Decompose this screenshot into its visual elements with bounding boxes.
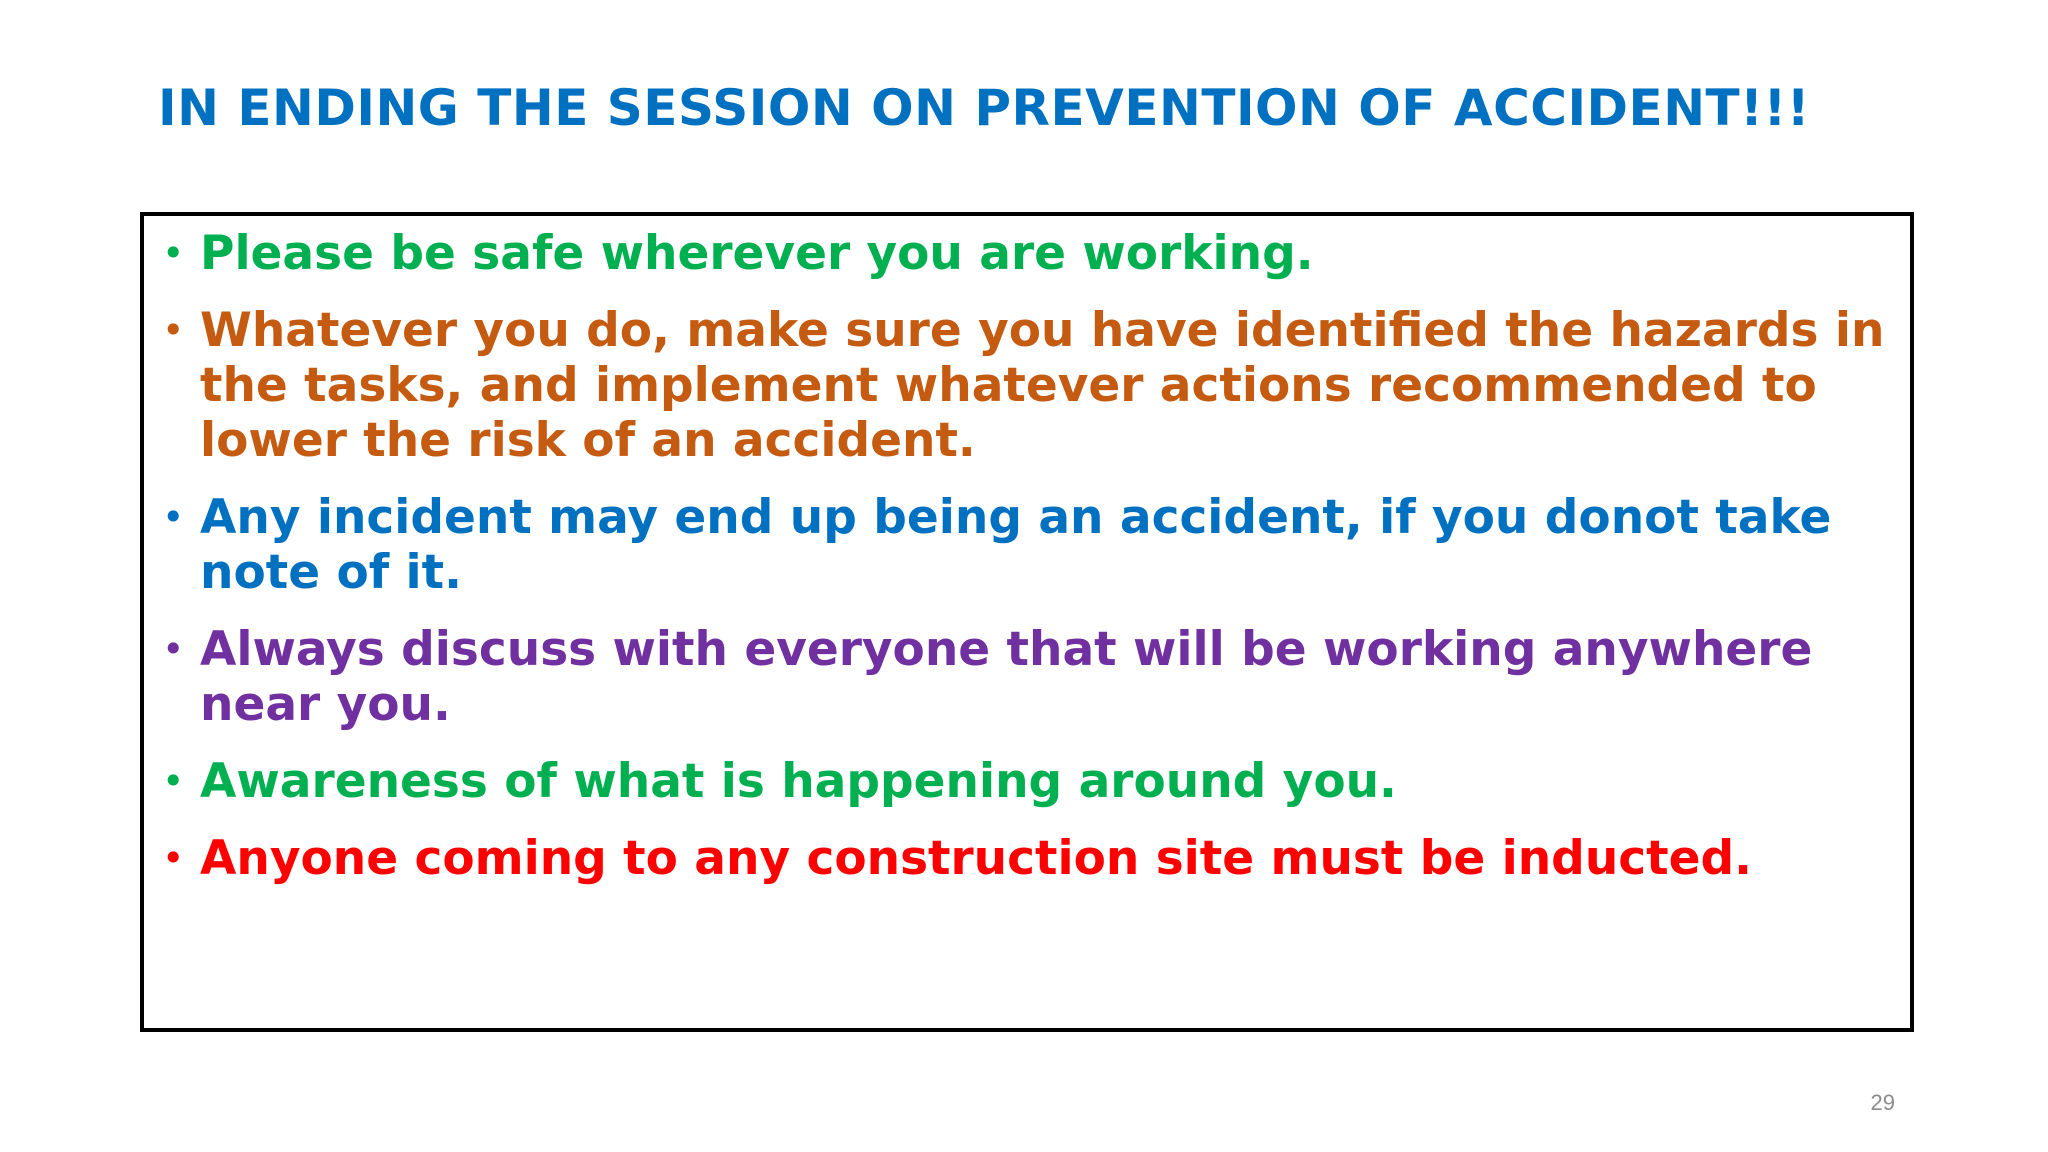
bullet-item (162, 226, 1902, 281)
bullet-dot-icon: • (162, 759, 185, 803)
bullet-text: Awareness of what is happening around you. (200, 754, 1397, 809)
page-number: 29 (1870, 1090, 1895, 1115)
bullet-item (162, 490, 1902, 600)
bullet-dot-icon: • (162, 231, 185, 275)
bullet-text: Always discuss with everyone that will be working anywhere near you. (200, 622, 1813, 732)
bullet-item (162, 831, 1902, 886)
bullet-dot-icon: • (162, 627, 185, 671)
bullet-text: Anyone coming to any construction site must be inducted. (200, 831, 1752, 886)
bullet-item (162, 622, 1902, 732)
bullet-text: Any incident may end up being an accident, if you donot take note of it. (200, 490, 1832, 600)
bullet-dot-icon: • (162, 495, 185, 539)
bullet-list (162, 226, 1902, 908)
bullet-item (162, 754, 1902, 809)
content-box (140, 212, 1914, 1032)
slide-title: IN ENDING THE SESSION ON PREVENTION OF ACCIDENT!!! (158, 79, 1811, 137)
bullet-text: Whatever you do, make sure you have identified the hazards in the tasks, and implement whatever actions recommended to lower the risk of an accident. (200, 303, 1885, 468)
bullet-dot-icon: • (162, 308, 185, 352)
bullet-item (162, 303, 1902, 468)
bullet-dot-icon: • (162, 836, 185, 880)
bullet-text: Please be safe wherever you are working. (200, 226, 1314, 281)
